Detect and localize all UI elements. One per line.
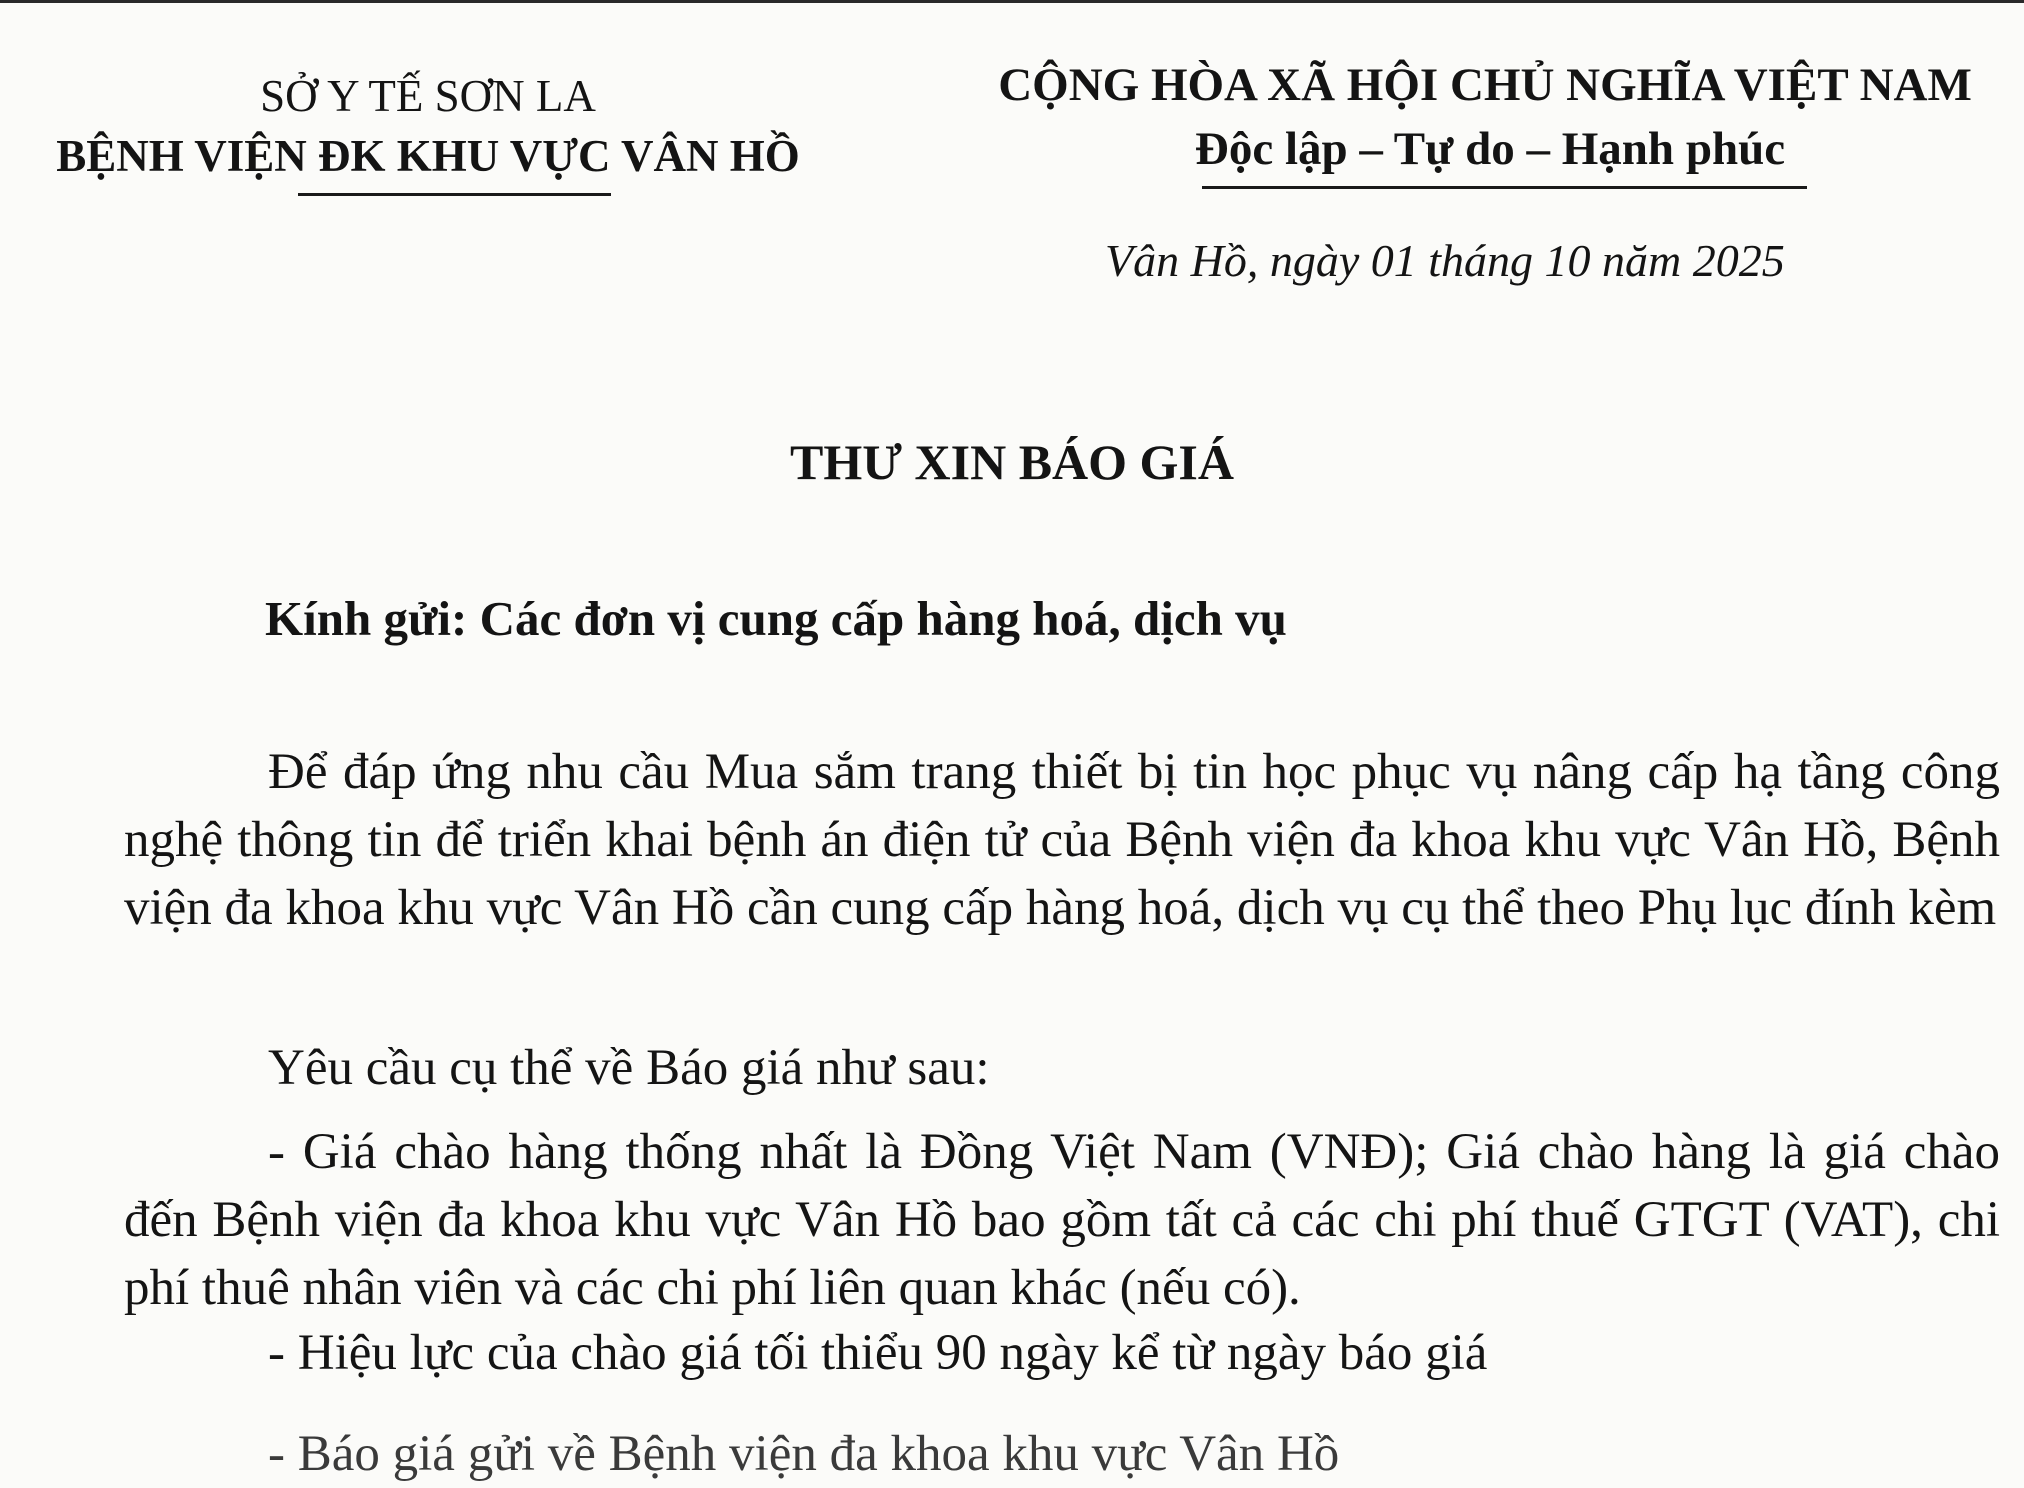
body-paragraph-4 [124, 1319, 2000, 1387]
body-paragraph-1 [124, 738, 2000, 942]
nation-name: CỘNG HÒA XÃ HỘI CHỦ NGHĨA VIỆT NAM [998, 59, 1972, 111]
body-paragraph-5-text: - Báo giá gửi về Bệnh viện đa khoa khu vực Vân Hồ [268, 1426, 1340, 1482]
body-paragraph-3 [124, 1118, 2000, 1322]
hospital-name: BỆNH VIỆN ĐK KHU VỰC VÂN HỒ [56, 131, 800, 181]
national-motto: Độc lập – Tự do – Hạnh phúc [1194, 123, 1786, 175]
agency-name: SỞ Y TẾ SƠN LA [260, 71, 596, 121]
body-paragraph-1-text: Để đáp ứng nhu cầu Mua sắm trang thiết bị tin học phục vụ nâng cấp hạ tầng công nghệ thông tin để triển khai bệnh án điện tử của Bệnh viện đa khoa khu vực Vân Hồ, Bệnh viện đa khoa khu vực Vân Hồ cần cung cấp hàng hoá, dịch vụ cụ thể theo Phụ lục đính kèm [124, 744, 2000, 936]
body-paragraph-2-text: Yêu cầu cụ thể về Báo giá như sau: [268, 1040, 990, 1096]
body-paragraph-4-text: - Hiệu lực của chào giá tối thiểu 90 ngày kể từ ngày báo giá [268, 1325, 1488, 1381]
date-line: Vân Hồ, ngày 01 tháng 10 năm 2025 [1105, 235, 1785, 286]
body-paragraph-2 [124, 1034, 2000, 1102]
page-top-edge [0, 0, 2024, 3]
body-paragraph-5 [124, 1420, 2000, 1488]
hospital-underline [298, 193, 611, 196]
document-title: THƯ XIN BÁO GIÁ [789, 434, 1235, 490]
motto-underline [1202, 186, 1807, 189]
salutation: Kính gửi: Các đơn vị cung cấp hàng hoá, dịch vụ [265, 591, 1287, 646]
body-paragraph-3-text: - Giá chào hàng thống nhất là Đồng Việt Nam (VNĐ); Giá chào hàng là giá chào đến Bệnh viện đa khoa khu vực Vân Hồ bao gồm tất cả các chi phí thuế GTGT (VAT), chi phí thuê nhân viên và các chi phí liên quan khác (nếu có). [124, 1124, 2000, 1316]
